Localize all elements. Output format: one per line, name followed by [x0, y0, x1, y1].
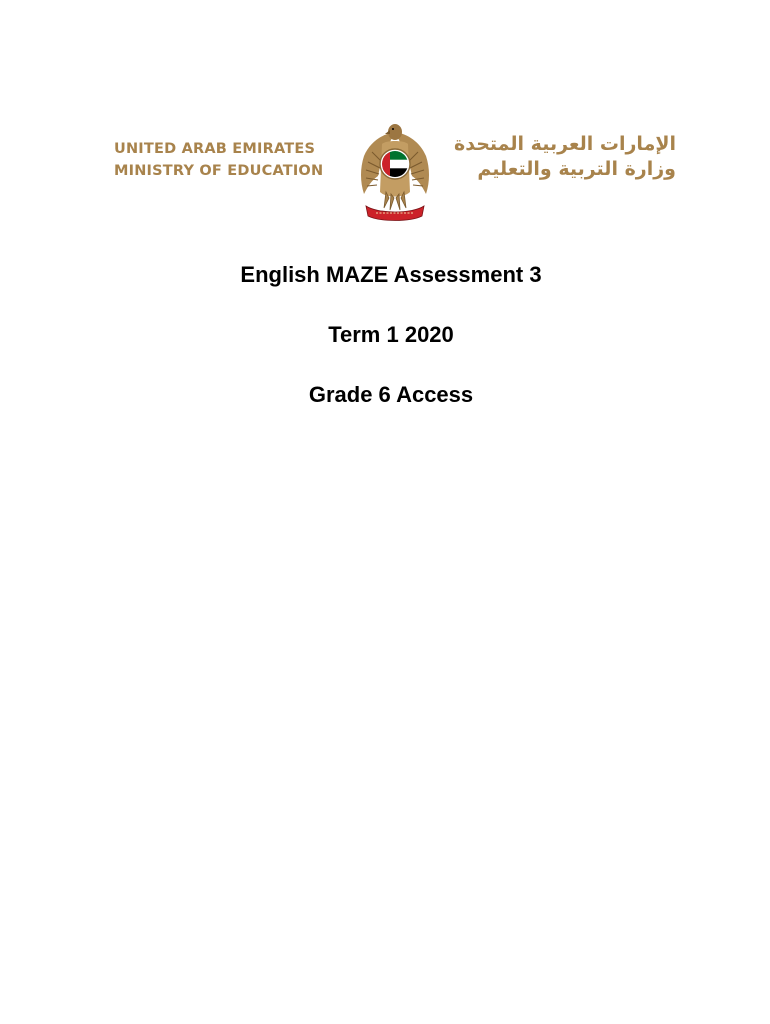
country-name-arabic: الإمارات العربية المتحدة	[454, 133, 676, 155]
uae-federal-emblem-icon	[352, 118, 438, 222]
ministry-name-english	[114, 138, 323, 182]
country-name-english: UNITED ARAB EMIRATES	[114, 141, 316, 157]
ministry-name-arabic	[454, 132, 676, 182]
document-titles	[0, 258, 770, 438]
ministry-title-english: MINISTRY OF EDUCATION	[114, 163, 324, 179]
ministry-title-arabic: وزارة التربية والتعليم	[477, 158, 676, 180]
document-grade: Grade 6 Access	[308, 382, 474, 407]
document-title: English MAZE Assessment 3	[240, 262, 542, 287]
document-term: Term 1 2020	[328, 322, 454, 347]
ministry-header	[0, 110, 770, 230]
